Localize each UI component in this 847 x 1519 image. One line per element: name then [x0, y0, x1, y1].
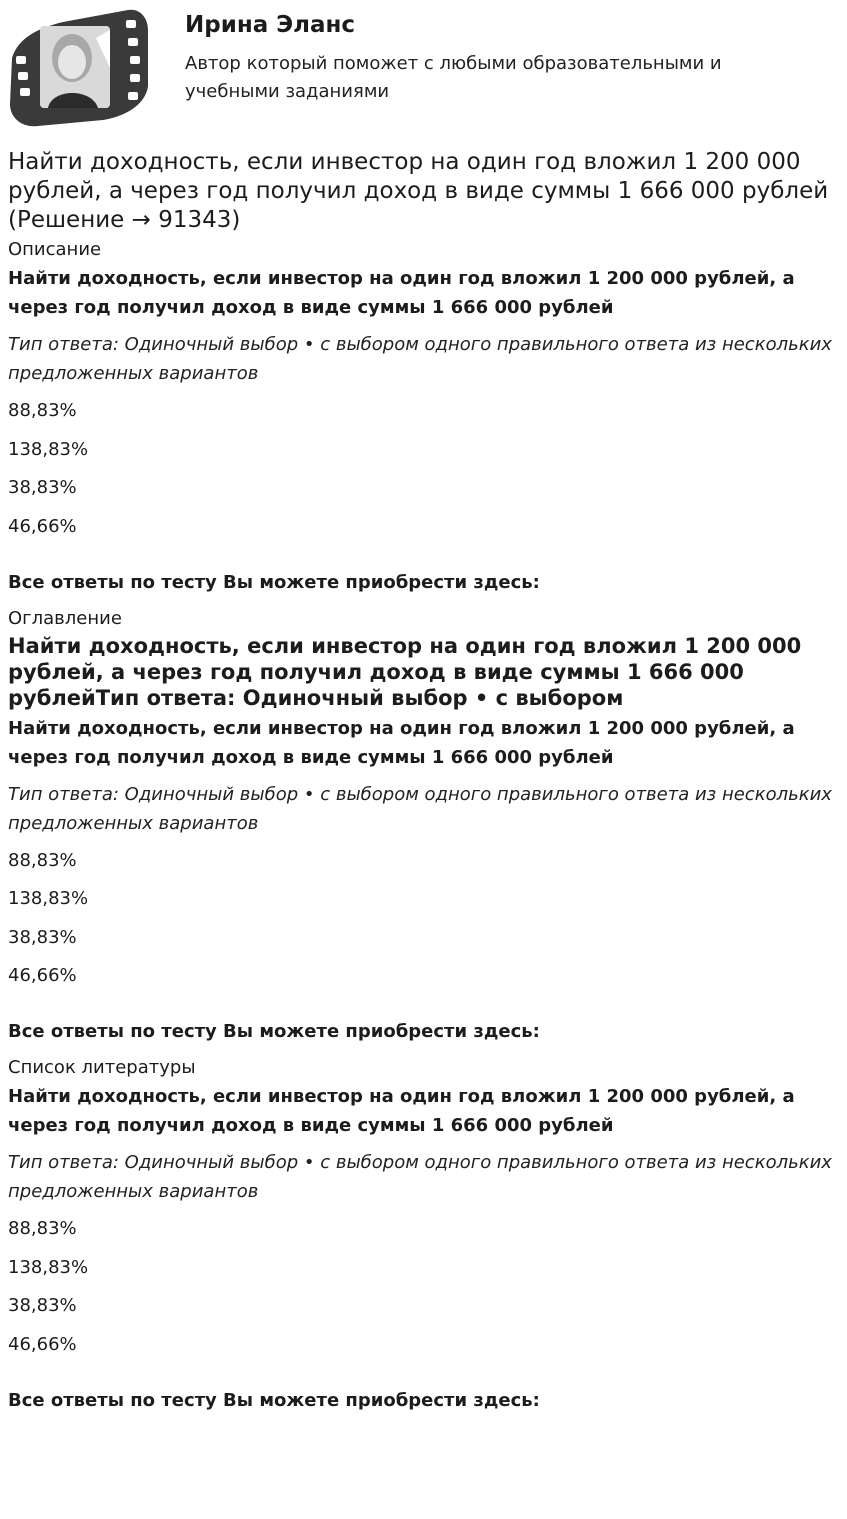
- section-label: Описание: [8, 239, 102, 260]
- buy-answers-text: Все ответы по тесту Вы можете приобрести здесь:: [8, 571, 540, 593]
- answer-option: 88,83%: [8, 1218, 77, 1239]
- answer-option: 46,66%: [8, 1333, 77, 1355]
- answer-option: 138,83%: [8, 888, 89, 909]
- answer-options: [8, 850, 844, 988]
- answer-option: 88,83%: [8, 849, 77, 871]
- answer-options: [8, 1218, 844, 1356]
- question-text: Найти доходность, если инвестор на один год вложил 1 200 000 рублей, а через год получил доход в виде суммы 1 666 000 рублей: [8, 717, 795, 768]
- bibliography-section: [8, 1057, 844, 1412]
- author-header: [0, 0, 847, 140]
- author-name: Ирина Эланс: [185, 12, 356, 38]
- answer-option: 138,83%: [8, 1256, 89, 1278]
- film-frame-avatar-image: [8, 8, 150, 128]
- answer-option: 38,83%: [8, 1295, 77, 1316]
- buy-answers-text: Все ответы по тесту Вы можете приобрести здесь:: [8, 1021, 540, 1042]
- answer-type: Тип ответа: Одиночный выбор • с выбором одного правильного ответа из нескольких предложенных вариантов: [8, 334, 832, 384]
- table-of-contents-section: [8, 608, 844, 1044]
- author-description: Автор который поможет с любыми образовательными и учебными заданиями: [185, 53, 722, 102]
- answer-type: Тип ответа: Одиночный выбор • с выбором одного правильного ответа из нескольких предложенных вариантов: [8, 783, 832, 834]
- answer-type: Тип ответа: Одиночный выбор • с выбором одного правильного ответа из нескольких предложенных вариантов: [8, 1152, 832, 1202]
- question-text: Найти доходность, если инвестор на один год вложил 1 200 000 рублей, а через год получил доход в виде суммы 1 666 000 рублей: [8, 1086, 795, 1136]
- page-title: Найти доходность, если инвестор на один год вложил 1 200 000 рублей, а через год получил доход в виде суммы 1 666 000 рублей (Решение → 91343): [8, 149, 829, 233]
- answer-option: 38,83%: [8, 926, 77, 948]
- description-section: [8, 239, 844, 594]
- answer-option: 46,66%: [8, 965, 77, 986]
- answer-option: 88,83%: [8, 400, 77, 421]
- toc-heading: Найти доходность, если инвестор на один год вложил 1 200 000 рублей, а через год получил доход в виде суммы 1 666 000 рублейТип ответа: Одиночный выбор • с выбором: [8, 633, 802, 710]
- buy-answers-text: Все ответы по тесту Вы можете приобрести здесь:: [8, 1389, 540, 1411]
- answer-option: 46,66%: [8, 515, 77, 537]
- avatar: [8, 8, 150, 128]
- section-label: Список литературы: [8, 1057, 196, 1078]
- answer-options: [8, 400, 844, 538]
- main-content: [8, 148, 844, 1412]
- question-text: Найти доходность, если инвестор на один год вложил 1 200 000 рублей, а через год получил доход в виде суммы 1 666 000 рублей: [8, 268, 795, 318]
- section-label: Оглавление: [8, 607, 122, 629]
- answer-option: 138,83%: [8, 438, 89, 460]
- answer-option: 38,83%: [8, 477, 77, 498]
